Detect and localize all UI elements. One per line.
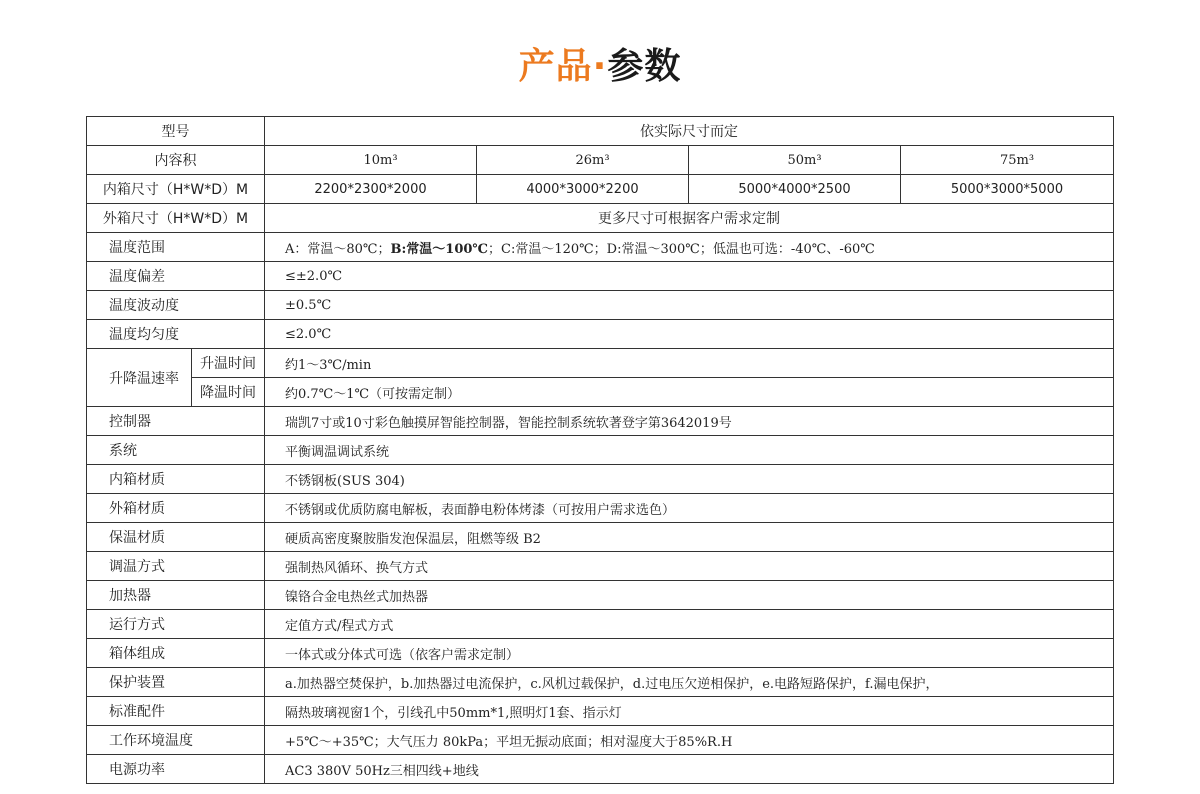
outer-size-value: 更多尺寸可根据客户需求定制 bbox=[265, 204, 1114, 233]
volume-cell: 10m³ bbox=[265, 146, 477, 175]
row-label-run-mode: 运行方式 bbox=[87, 610, 265, 639]
table-row bbox=[87, 117, 1114, 146]
temp-deviation-value: ≤±2.0℃ bbox=[265, 262, 1114, 291]
temp-range-part1: A：常温～80℃； bbox=[285, 241, 391, 257]
page-title bbox=[0, 44, 1200, 90]
table-row bbox=[87, 465, 1114, 494]
table-row bbox=[87, 320, 1114, 349]
model-value: 依实际尺寸而定 bbox=[265, 117, 1114, 146]
row-label-controller: 控制器 bbox=[87, 407, 265, 436]
table-row bbox=[87, 204, 1114, 233]
row-label-heater: 加热器 bbox=[87, 581, 265, 610]
table-row bbox=[87, 233, 1114, 262]
title-separator: · bbox=[592, 46, 608, 87]
table-row bbox=[87, 146, 1114, 175]
temp-fluctuation-value: ±0.5℃ bbox=[265, 291, 1114, 320]
table-row bbox=[87, 523, 1114, 552]
volume-cell: 50m³ bbox=[689, 146, 901, 175]
sub-label-cool: 降温时间 bbox=[192, 378, 265, 407]
accessories-value: 隔热玻璃视窗1个，引线孔中50mm*1,照明灯1套、指示灯 bbox=[265, 697, 1114, 726]
temp-method-value: 强制热风循环、换气方式 bbox=[265, 552, 1114, 581]
table-row bbox=[87, 610, 1114, 639]
row-label-temp-range: 温度范围 bbox=[87, 233, 265, 262]
temp-range-part2: ；C:常温～120℃；D:常温～300℃；低温也可选：-40℃、-60℃ bbox=[488, 241, 875, 257]
spec-table bbox=[86, 116, 1114, 784]
row-label-model: 型号 bbox=[87, 117, 265, 146]
table-row bbox=[87, 726, 1114, 755]
inner-size-cell: 2200*2300*2000 bbox=[265, 175, 477, 204]
row-label-inner-material: 内箱材质 bbox=[87, 465, 265, 494]
outer-material-value: 不锈钢或优质防腐电解板，表面静电粉体烤漆（可按用户需求选色） bbox=[265, 494, 1114, 523]
table-row bbox=[87, 552, 1114, 581]
table-row bbox=[87, 581, 1114, 610]
table-row bbox=[87, 349, 1114, 378]
insulation-value: 硬质高密度聚胺脂发泡保温层，阻燃等级 B2 bbox=[265, 523, 1114, 552]
row-label-volume: 内容积 bbox=[87, 146, 265, 175]
row-label-temp-method: 调温方式 bbox=[87, 552, 265, 581]
heater-value: 镍铬合金电热丝式加热器 bbox=[265, 581, 1114, 610]
sub-label-heat: 升温时间 bbox=[192, 349, 265, 378]
row-label-power: 电源功率 bbox=[87, 755, 265, 784]
table-row bbox=[87, 697, 1114, 726]
table-row bbox=[87, 407, 1114, 436]
table-row bbox=[87, 436, 1114, 465]
table-row bbox=[87, 175, 1114, 204]
row-label-system: 系统 bbox=[87, 436, 265, 465]
table-row bbox=[87, 291, 1114, 320]
volume-cell: 75m³ bbox=[901, 146, 1114, 175]
row-label-accessories: 标准配件 bbox=[87, 697, 265, 726]
row-label-environment: 工作环境温度 bbox=[87, 726, 265, 755]
inner-size-cell: 5000*3000*5000 bbox=[901, 175, 1114, 204]
controller-value: 瑞凯7寸或10寸彩色触摸屏智能控制器，智能控制系统软著登字第3642019号 bbox=[265, 407, 1114, 436]
structure-value: 一体式或分体式可选（依客户需求定制） bbox=[265, 639, 1114, 668]
system-value: 平衡调温调试系统 bbox=[265, 436, 1114, 465]
temp-uniformity-value: ≤2.0℃ bbox=[265, 320, 1114, 349]
row-label-temp-uniformity: 温度均匀度 bbox=[87, 320, 265, 349]
row-label-structure: 箱体组成 bbox=[87, 639, 265, 668]
row-label-inner-size: 内箱尺寸（H*W*D）M bbox=[87, 175, 265, 204]
row-label-rate: 升降温速率 bbox=[87, 349, 192, 407]
title-part2: 参数 bbox=[607, 46, 682, 87]
inner-material-value: 不锈钢板(SUS 304) bbox=[265, 465, 1114, 494]
environment-value: +5℃～+35℃；大气压力 80kPa；平坦无振动底面；相对湿度大于85%R.H bbox=[265, 726, 1114, 755]
table-row bbox=[87, 262, 1114, 291]
row-label-outer-material: 外箱材质 bbox=[87, 494, 265, 523]
table-row bbox=[87, 639, 1114, 668]
power-value: AC3 380V 50Hz三相四线+地线 bbox=[265, 755, 1114, 784]
protection-value: a.加热器空焚保护，b.加热器过电流保护，c.风机过载保护，d.过电压欠逆相保护，e.电路短路保护，f.漏电保护， bbox=[265, 668, 1114, 697]
row-label-insulation: 保温材质 bbox=[87, 523, 265, 552]
inner-size-cell: 4000*3000*2200 bbox=[477, 175, 689, 204]
temp-range-value bbox=[265, 233, 1114, 262]
title-part1: 产品 bbox=[518, 46, 593, 87]
run-mode-value: 定值方式/程式方式 bbox=[265, 610, 1114, 639]
table-row bbox=[87, 378, 1114, 407]
row-label-temp-fluctuation: 温度波动度 bbox=[87, 291, 265, 320]
inner-size-cell: 5000*4000*2500 bbox=[689, 175, 901, 204]
row-label-protection: 保护装置 bbox=[87, 668, 265, 697]
table-row bbox=[87, 755, 1114, 784]
cool-time-value: 约0.7℃～1℃（可按需定制） bbox=[265, 378, 1114, 407]
heat-time-value: 约1～3℃/min bbox=[265, 349, 1114, 378]
table-row bbox=[87, 494, 1114, 523]
row-label-temp-deviation: 温度偏差 bbox=[87, 262, 265, 291]
table-row bbox=[87, 668, 1114, 697]
row-label-outer-size: 外箱尺寸（H*W*D）M bbox=[87, 204, 265, 233]
volume-cell: 26m³ bbox=[477, 146, 689, 175]
temp-range-bold: B:常温～100℃ bbox=[390, 241, 488, 257]
